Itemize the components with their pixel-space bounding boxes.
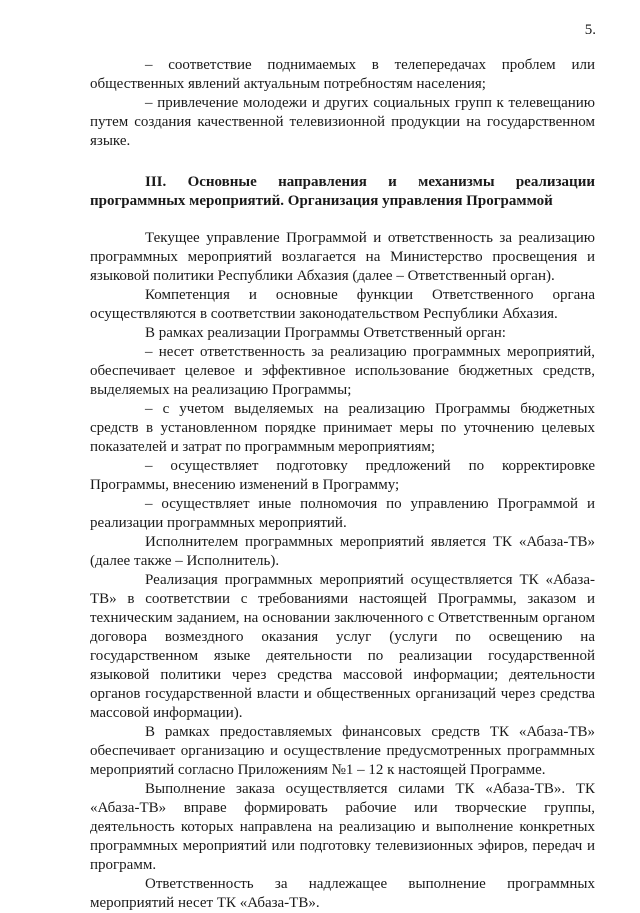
paragraph: Компетенция и основные функции Ответственного органа осуществляются в соответствии законодательством Республики Абхазия.: [90, 287, 595, 322]
paragraph: Исполнителем программных мероприятий является ТК «Абаза-ТВ» (далее также – Исполнитель).: [90, 534, 595, 569]
list-item: – несет ответственность за реализацию программных мероприятий, обеспечивает целевое и эффективное использование бюджетных средств, выделяемых на реализацию Программы;: [90, 344, 595, 398]
list-item: – осуществляет иные полномочия по управлению Программой и реализации программных мероприятий.: [90, 496, 595, 531]
paragraph: В рамках реализации Программы Ответственный орган:: [145, 325, 506, 341]
paragraph: Выполнение заказа осуществляется силами ТК «Абаза-ТВ». ТК «Абаза-ТВ» вправе формировать рабочие или творческие группы, деятельность которых направлена на реализацию и выполнение конкретных программных мероприятий или подготовку телевизионных эфиров, передач и программ.: [90, 781, 595, 873]
list-item: – с учетом выделяемых на реализацию Программы бюджетных средств в установленном порядке принимает меры по уточнению целевых показателей и затрат по программным мероприятиям;: [90, 401, 595, 455]
section-heading: III. Основные направления и механизмы реализации программных мероприятий. Организация управления Программой: [90, 174, 595, 209]
page-number: 5.: [584, 22, 596, 38]
paragraph: Ответственность за надлежащее выполнение программных мероприятий несет ТК «Абаза-ТВ».: [90, 876, 595, 911]
paragraph: Текущее управление Программой и ответственность за реализацию программных мероприятий возлагается на Министерство просвещения и языковой политики Республики Абхазия (далее – Ответственный орган).: [90, 230, 595, 284]
paragraph: Реализация программных мероприятий осуществляется ТК «Абаза-ТВ» в соответствии с требованиями настоящей Программы, заказом и техническим заданием, на основании заключенного с Ответственным органом договора возмездного оказания услуг (услуги по освещению на государственном языке деятельности по реализации государственной языковой политики через средства массовой информации; деятельности органов государственной власти и общественных организаций через средства массовой информации).: [90, 572, 595, 721]
list-item: – осуществляет подготовку предложений по корректировке Программы, внесению изменений в Программу;: [90, 458, 595, 493]
document-body: [90, 56, 595, 913]
paragraph: В рамках предоставляемых финансовых средств ТК «Абаза-ТВ» обеспечивает организацию и осуществление предусмотренных программных мероприятий согласно Приложениям №1 – 12 к настоящей Программе.: [90, 724, 595, 778]
intro-item: – привлечение молодежи и других социальных групп к телевещанию путем создания качественной телевизионной продукции на государственном языке.: [90, 95, 595, 149]
intro-item: – соответствие поднимаемых в телепередачах проблем или общественных явлений актуальным потребностям населения;: [90, 57, 595, 92]
